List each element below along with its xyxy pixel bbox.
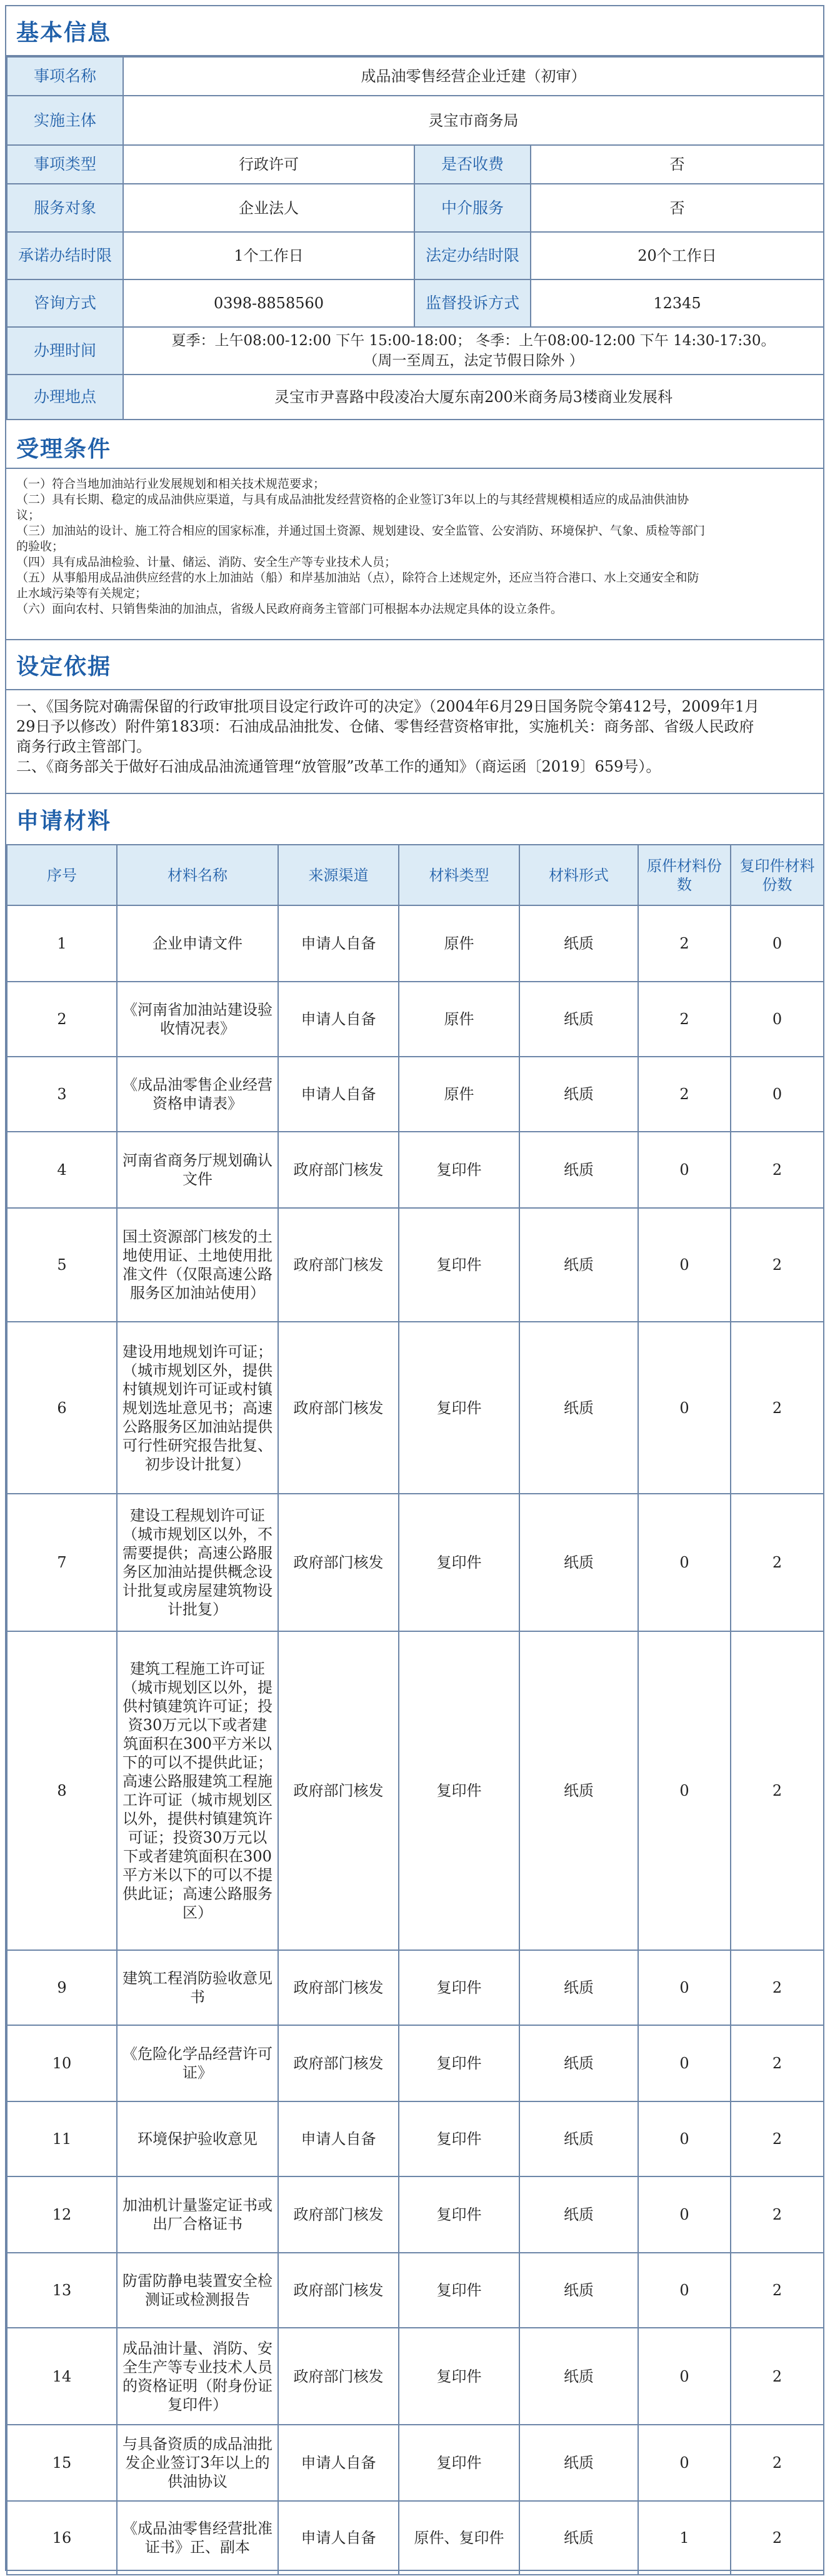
material-type: 复印件: [399, 2425, 519, 2501]
material-source: 申请人自备: [278, 2501, 399, 2575]
table-row: [7, 905, 824, 982]
material-copy-count: 2: [731, 2253, 824, 2328]
material-source: 申请人自备: [278, 1057, 399, 1132]
material-source: 政府部门核发: [278, 1322, 399, 1494]
material-form: 纸质: [519, 905, 638, 982]
material-orig-count: 0: [638, 1322, 731, 1494]
material-type: 复印件: [399, 1132, 519, 1208]
header-copy-count: 复印件材料份数: [731, 845, 824, 905]
material-type: 原件: [399, 1057, 519, 1132]
table-row: [7, 1057, 824, 1132]
material-no: 10: [7, 2025, 117, 2101]
section-title-basis: 设定依据: [6, 640, 823, 690]
material-orig-count: 2: [638, 905, 731, 982]
material-orig-count: 2: [638, 1057, 731, 1132]
material-form: 纸质: [519, 982, 638, 1057]
table-row: [7, 1950, 824, 2025]
material-copy-count: 0: [731, 982, 824, 1057]
material-orig-count: 0: [638, 2253, 731, 2328]
material-source: 政府部门核发: [278, 2176, 399, 2253]
material-orig-count: 0: [638, 1950, 731, 2025]
material-orig-count: 2: [638, 982, 731, 1057]
material-source: 政府部门核发: [278, 1950, 399, 2025]
material-name: 成品油计量、消防、安全生产等专业技术人员的资格证明（附身份证复印件）: [117, 2328, 278, 2425]
material-no: 12: [7, 2176, 117, 2253]
basis-line: 二、《商务部关于做好石油成品油流通管理“放管服”改革工作的通知》（商运函〔2019〕659号）。: [16, 758, 661, 775]
material-type: 原件、复印件: [399, 2501, 519, 2575]
legal-label: 法定办结时限: [414, 232, 531, 279]
material-source: 申请人自备: [278, 2101, 399, 2176]
complaint-value: 12345: [531, 279, 824, 327]
material-type: 原件: [399, 905, 519, 982]
material-form: 纸质: [519, 1057, 638, 1132]
basis-line: 商务行政主管部门。: [16, 738, 151, 755]
materials-table: [6, 844, 824, 2575]
material-form: 纸质: [519, 2176, 638, 2253]
hours-label: 办理时间: [7, 327, 123, 375]
agency-label: 中介服务: [414, 184, 531, 232]
material-source: 政府部门核发: [278, 1132, 399, 1208]
material-name: 国土资源部门核发的土地使用证、土地使用批准文件（仅限高速公路服务区加油站使用）: [117, 1208, 278, 1322]
material-no: 2: [7, 982, 117, 1057]
material-copy-count: 0: [731, 1057, 824, 1132]
material-orig-count: 0: [638, 2101, 731, 2176]
section-title-basic-info: 基本信息: [6, 6, 823, 56]
hours-line-1: 夏季：上午08:00-12:00 下午 15:00-18:00； 冬季：上午08:00-12:00 下午 14:30-17:30。: [171, 333, 776, 349]
place-label: 办理地点: [7, 375, 123, 420]
material-orig-count: 0: [638, 2176, 731, 2253]
material-type: 复印件: [399, 1322, 519, 1494]
material-type: 复印件: [399, 2253, 519, 2328]
hours-line-2: （周一至周五，法定节假日除外 ）: [363, 353, 584, 369]
material-orig-count: 0: [638, 2328, 731, 2425]
material-copy-count: 2: [731, 1631, 824, 1950]
material-source: 政府部门核发: [278, 1208, 399, 1322]
condition-line: （二）具有长期、稳定的成品油供应渠道，与具有成品油批发经营资格的企业签订3年以上的与其经营规模相适应的成品油供油协: [16, 493, 689, 506]
table-row: [7, 1208, 824, 1322]
material-name: 加油机计量鉴定证书或出厂合格证书: [117, 2176, 278, 2253]
material-source: 申请人自备: [278, 982, 399, 1057]
material-copy-count: 2: [731, 2101, 824, 2176]
condition-line: （六）面向农村、只销售柴油的加油点，省级人民政府商务主管部门可根据本办法规定具体的设立条件。: [16, 602, 563, 616]
legal-value: 20个工作日: [531, 232, 824, 279]
material-source: 申请人自备: [278, 2425, 399, 2501]
material-form: 纸质: [519, 1950, 638, 2025]
table-row: [7, 2328, 824, 2425]
material-copy-count: 0: [731, 905, 824, 982]
material-form: 纸质: [519, 2501, 638, 2575]
material-copy-count: 2: [731, 2501, 824, 2575]
material-orig-count: 0: [638, 2425, 731, 2501]
material-name: 《危险化学品经营许可证》: [117, 2025, 278, 2101]
material-copy-count: 2: [731, 1208, 824, 1322]
material-type: 复印件: [399, 2328, 519, 2425]
material-no: 14: [7, 2328, 117, 2425]
material-form: 纸质: [519, 1208, 638, 1322]
material-name: 建筑工程消防验收意见书: [117, 1950, 278, 2025]
condition-line: 的验收；: [16, 540, 64, 553]
material-no: 5: [7, 1208, 117, 1322]
material-form: 纸质: [519, 1322, 638, 1494]
material-name: 环境保护验收意见: [117, 2101, 278, 2176]
material-form: 纸质: [519, 2253, 638, 2328]
material-copy-count: 2: [731, 1950, 824, 2025]
table-row: [7, 2101, 824, 2176]
material-no: 3: [7, 1057, 117, 1132]
consult-value: 0398-8858560: [123, 279, 414, 327]
material-name: 建设工程规划许可证（城市规划区以外，不需要提供；高速公路服务区加油站提供概念设计批复或房屋建筑物设计批复）: [117, 1494, 278, 1631]
table-row: [7, 1132, 824, 1208]
table-row: [7, 2253, 824, 2328]
material-orig-count: 0: [638, 2025, 731, 2101]
material-name: 与具备资质的成品油批发企业签订3年以上的供油协议: [117, 2425, 278, 2501]
fee-label: 是否收费: [414, 145, 531, 184]
material-orig-count: 0: [638, 1631, 731, 1950]
material-no: 9: [7, 1950, 117, 2025]
section-title-conditions: 受理条件: [6, 426, 823, 469]
material-form: 纸质: [519, 2425, 638, 2501]
material-source: 政府部门核发: [278, 2025, 399, 2101]
table-row: [7, 2025, 824, 2101]
material-form: 纸质: [519, 1631, 638, 1950]
material-no: 6: [7, 1322, 117, 1494]
type-value: 行政许可: [123, 145, 414, 184]
table-row: [7, 2425, 824, 2501]
item-name-value: 成品油零售经营企业迁建（初审）: [123, 57, 824, 96]
subject-value: 灵宝市商务局: [123, 96, 824, 145]
material-orig-count: 0: [638, 1208, 731, 1322]
material-form: 纸质: [519, 1132, 638, 1208]
header-name: 材料名称: [117, 845, 278, 905]
material-copy-count: 2: [731, 1322, 824, 1494]
basis-text: [16, 697, 810, 777]
table-row: [7, 982, 824, 1057]
material-form: 纸质: [519, 2328, 638, 2425]
fee-value: 否: [531, 145, 824, 184]
material-type: 原件: [399, 982, 519, 1057]
material-name: 《河南省加油站建设验收情况表》: [117, 982, 278, 1057]
section-title-materials: 申请材料: [16, 808, 112, 834]
material-source: 政府部门核发: [278, 2328, 399, 2425]
type-label: 事项类型: [7, 145, 123, 184]
material-name: 《成品油零售经营批准证书》正、副本: [117, 2501, 278, 2575]
target-value: 企业法人: [123, 184, 414, 232]
material-no: 15: [7, 2425, 117, 2501]
material-name: 建筑工程施工许可证（城市规划区以外，提供村镇建筑许可证；投资30万元以下或者建筑面积在300平方米以下的可以不提供此证；高速公路服建筑工程施工许可证（城市规划区以外，提供村镇建筑许可证；投资30万元以下或者建筑面积在300平方米以下的可以不提供此证；高速公路服务区）: [117, 1631, 278, 1950]
header-source: 来源渠道: [278, 845, 399, 905]
table-row: [7, 2501, 824, 2575]
conditions-text: [16, 476, 816, 617]
material-form: 纸质: [519, 1494, 638, 1631]
material-type: 复印件: [399, 1631, 519, 1950]
material-copy-count: 2: [731, 1494, 824, 1631]
table-row: [7, 1631, 824, 1950]
material-type: 复印件: [399, 1494, 519, 1631]
material-copy-count: 2: [731, 1132, 824, 1208]
promise-label: 承诺办结时限: [7, 232, 123, 279]
header-orig-count: 原件材料份数: [638, 845, 731, 905]
material-orig-count: 0: [638, 1494, 731, 1631]
material-name: 建设用地规划许可证；（城市规划区外，提供村镇规划许可证或村镇规划选址意见书；高速公路服务区加油站提供可行性研究报告批复、初步设计批复）: [117, 1322, 278, 1494]
material-no: 16: [7, 2501, 117, 2575]
material-orig-count: 1: [638, 2501, 731, 2575]
complaint-label: 监督投诉方式: [414, 279, 531, 327]
material-copy-count: 2: [731, 2176, 824, 2253]
material-type: 复印件: [399, 2176, 519, 2253]
material-no: 7: [7, 1494, 117, 1631]
material-no: 11: [7, 2101, 117, 2176]
material-orig-count: 0: [638, 1132, 731, 1208]
header-type: 材料类型: [399, 845, 519, 905]
material-no: 8: [7, 1631, 117, 1950]
material-type: 复印件: [399, 2101, 519, 2176]
material-form: 纸质: [519, 2101, 638, 2176]
table-row: [7, 2176, 824, 2253]
consult-label: 咨询方式: [7, 279, 123, 327]
basis-line: 一、《国务院对确需保留的行政审批项目设定行政许可的决定》（2004年6月29日国务院令第412号，2009年1月: [16, 698, 760, 715]
material-no: 13: [7, 2253, 117, 2328]
material-name: 防雷防静电装置安全检测证或检测报告: [117, 2253, 278, 2328]
condition-line: （四）具有成品油检验、计量、储运、消防、安全生产等专业技术人员；: [16, 555, 397, 569]
material-type: 复印件: [399, 1950, 519, 2025]
subject-label: 实施主体: [7, 96, 123, 145]
material-type: 复印件: [399, 1208, 519, 1322]
table-row: [7, 1322, 824, 1494]
target-label: 服务对象: [7, 184, 123, 232]
material-no: 4: [7, 1132, 117, 1208]
promise-value: 1个工作日: [123, 232, 414, 279]
material-form: 纸质: [519, 2025, 638, 2101]
material-source: 申请人自备: [278, 905, 399, 982]
condition-line: （一）符合当地加油站行业发展规划和相关技术规范要求；: [16, 477, 326, 491]
condition-line: （五）从事船用成品油供应经营的水上加油站（船）和岸基加油站（点），除符合上述规定外，还应当符合港口、水上交通安全和防: [16, 571, 699, 585]
item-name-label: 事项名称: [7, 57, 123, 96]
basis-line: 29日予以修改）附件第183项：石油成品油批发、仓储、零售经营资格审批，实施机关：商务部、省级人民政府: [16, 718, 754, 735]
material-name: 《成品油零售企业经营资格申请表》: [117, 1057, 278, 1132]
material-name: 河南省商务厅规划确认文件: [117, 1132, 278, 1208]
material-no: 1: [7, 905, 117, 982]
place-value: 灵宝市尹喜路中段凌冶大厦东南200米商务局3楼商业发展科: [123, 375, 824, 420]
material-source: 政府部门核发: [278, 1631, 399, 1950]
condition-line: 议；: [16, 508, 41, 522]
material-copy-count: 2: [731, 2425, 824, 2501]
material-copy-count: 2: [731, 2328, 824, 2425]
condition-line: 止水域污染等有关规定；: [16, 586, 148, 600]
hours-value: [123, 327, 824, 375]
agency-value: 否: [531, 184, 824, 232]
material-type: 复印件: [399, 2025, 519, 2101]
material-source: 政府部门核发: [278, 1494, 399, 1631]
header-form: 材料形式: [519, 845, 638, 905]
header-no: 序号: [7, 845, 117, 905]
condition-line: （三）加油站的设计、施工符合相应的国家标准，并通过国土资源、规划建设、安全监管、公安消防、环境保护、气象、质检等部门: [16, 524, 706, 538]
basic-info-table: [6, 56, 824, 420]
material-source: 政府部门核发: [278, 2253, 399, 2328]
material-name: 企业申请文件: [117, 905, 278, 982]
table-row: [7, 1494, 824, 1631]
material-copy-count: 2: [731, 2025, 824, 2101]
